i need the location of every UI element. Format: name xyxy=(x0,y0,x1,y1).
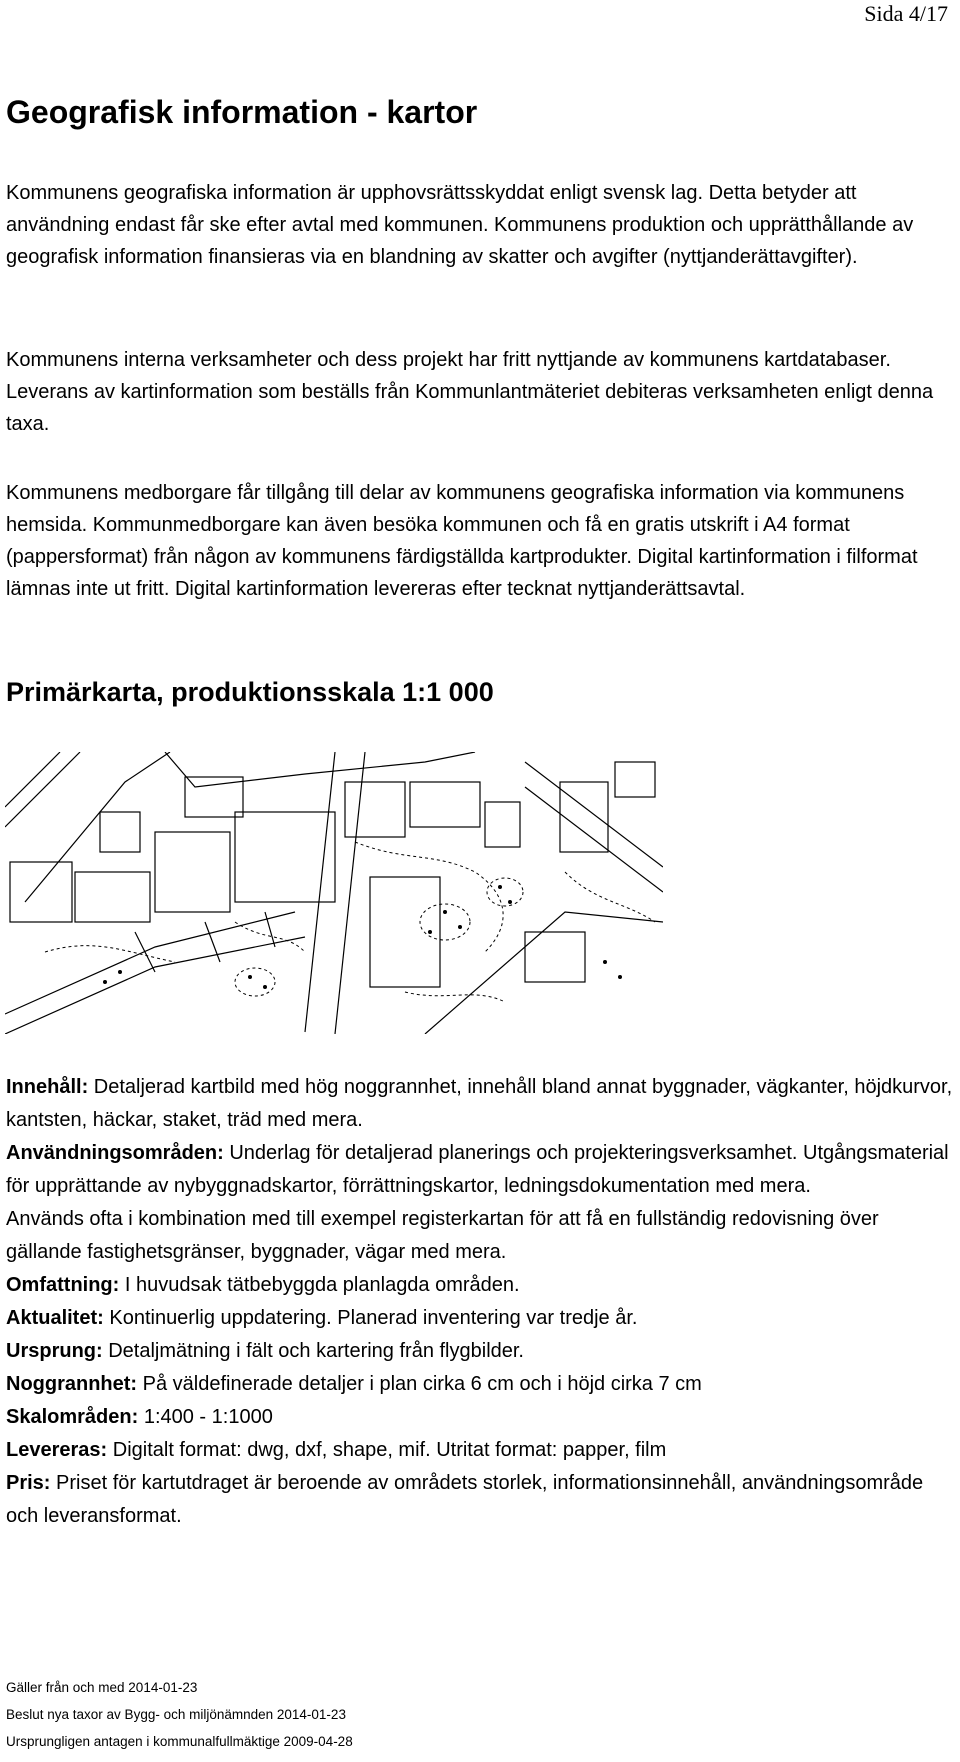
skalomraden-label: Skalområden: xyxy=(6,1406,139,1428)
ursprung-text: Detaljmätning i fält och kartering från flygbilder. xyxy=(102,1340,524,1362)
skalomraden-row xyxy=(6,1401,956,1434)
anvandning-text: Underlag för detaljerad planerings och projekteringsverksamhet. Utgångsmaterial för upprättande av nybyggnadskartor, förrättningskartor, ledningsdokumentation med mera. xyxy=(6,1142,949,1197)
aktualitet-label: Aktualitet: xyxy=(6,1307,104,1329)
noggrannhet-text: På väldefinerade detaljer i plan cirka 6 cm och i höjd cirka 7 cm xyxy=(137,1373,702,1395)
footer-line-2: Beslut nya taxor av Bygg- och miljönämnden 2014-01-23 xyxy=(6,1707,346,1722)
omfattning-row xyxy=(6,1269,956,1302)
aktualitet-text: Kontinuerlig uppdatering. Planerad inventering var tredje år. xyxy=(103,1307,638,1329)
pris-row xyxy=(6,1467,956,1533)
innehall-text: Detaljerad kartbild med hög noggrannhet, innehåll bland annat byggnader, vägkanter, höjdkurvor, kantsten, häckar, staket, träd med mera. xyxy=(6,1076,953,1131)
noggrannhet-label: Noggrannhet: xyxy=(6,1373,138,1395)
map-details xyxy=(6,1071,956,1533)
skalomraden-text: 1:400 - 1:1000 xyxy=(138,1406,273,1428)
omfattning-label: Omfattning: xyxy=(6,1274,120,1296)
footer-line-3: Ursprungligen antagen i kommunalfullmäktige 2009-04-28 xyxy=(6,1734,353,1749)
page-number: Sida 4/17 xyxy=(864,1,948,26)
pris-label: Pris: xyxy=(6,1472,51,1494)
primary-map-image xyxy=(5,752,663,1034)
levereras-text: Digitalt format: dwg, dxf, shape, mif. Utritat format: papper, film xyxy=(107,1439,667,1461)
intro-paragraph-2: Kommunens interna verksamheter och dess projekt har fritt nyttjande av kommunens kartdatabaser. Leverans av kartinformation som beställs från Kommunlantmäteriet debiteras verksamheten enligt denna taxa. xyxy=(6,349,934,435)
section-heading: Primärkarta, produktionsskala 1:1 000 xyxy=(6,677,494,707)
innehall-label: Innehåll: xyxy=(6,1076,89,1098)
anvandning-row xyxy=(6,1137,956,1203)
ursprung-row xyxy=(6,1335,956,1368)
ursprung-label: Ursprung: xyxy=(6,1340,103,1362)
footer xyxy=(6,1674,353,1755)
noggrannhet-row xyxy=(6,1368,956,1401)
pris-text: Priset för kartutdraget är beroende av områdets storlek, informationsinnehåll, användningsområde och leveransformat. xyxy=(6,1472,924,1527)
intro-paragraph-1: Kommunens geografiska information är upphovsrättsskyddat enligt svensk lag. Detta betyder att användning endast får ske efter avtal med kommunen. Kommunens produktion och upprätthållande av geografisk information finansieras via en blandning av skatter och avgifter (nyttjanderättavgifter). xyxy=(6,182,914,268)
kombination-row: Används ofta i kombination med till exempel registerkartan för att få en fullständig redovisning över gällande fastighetsgränser, byggnader, vägar med mera. xyxy=(6,1208,879,1263)
page-title: Geografisk information - kartor xyxy=(6,94,478,130)
innehall-row xyxy=(6,1071,956,1137)
levereras-row xyxy=(6,1434,956,1467)
aktualitet-row xyxy=(6,1302,956,1335)
footer-line-1: Gäller från och med 2014-01-23 xyxy=(6,1680,198,1695)
intro-paragraph-3: Kommunens medborgare får tillgång till delar av kommunens geografiska information via kommunens hemsida. Kommunmedborgare kan även besöka kommunen och få en gratis utskrift i A4 format (pappersformat) från någon av kommunens färdigställda kartprodukter. Digital kartinformation i filformat lämnas inte ut fritt. Digital kartinformation levereras efter tecknat nyttjanderättsavtal. xyxy=(6,482,918,600)
levereras-label: Levereras: xyxy=(6,1439,108,1461)
anvandning-label: Användningsområden: xyxy=(6,1142,224,1164)
omfattning-text: I huvudsak tätbebyggda planlagda områden. xyxy=(119,1274,520,1296)
